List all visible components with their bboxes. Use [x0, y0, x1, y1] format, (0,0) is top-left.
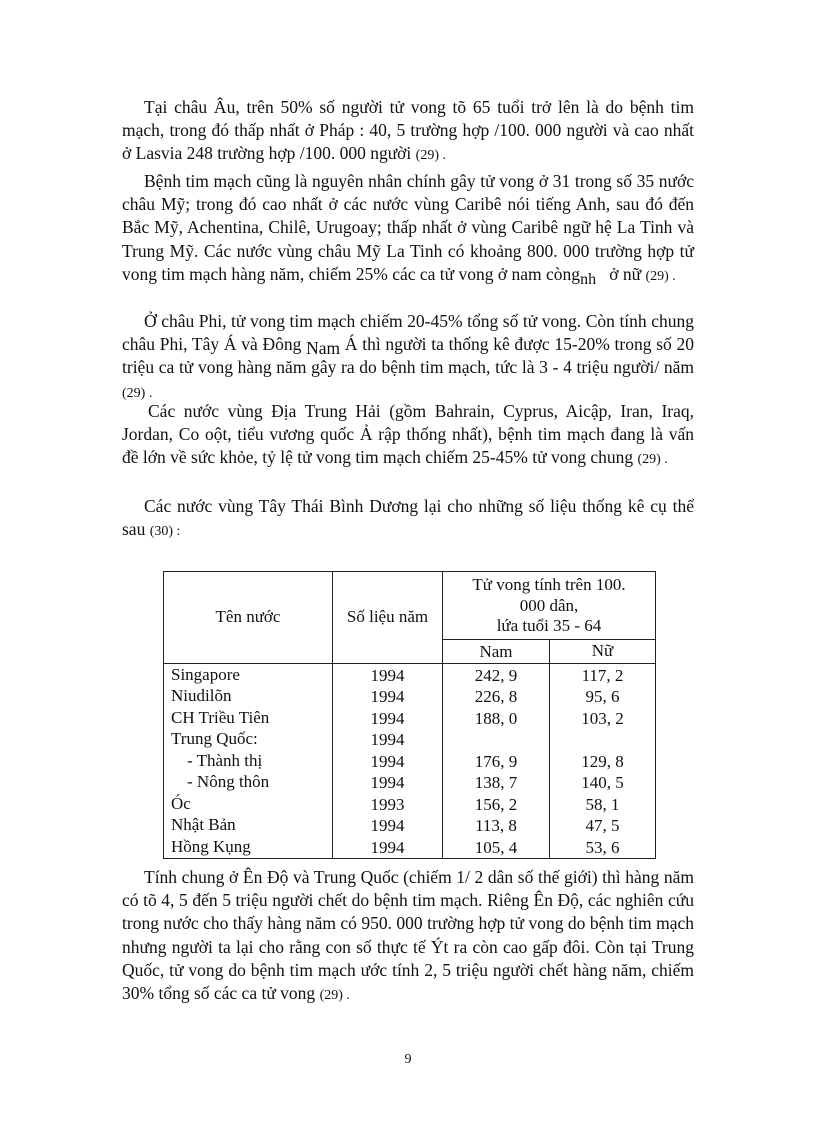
male-value: 226, 8	[474, 687, 518, 706]
male-value: 156, 2	[474, 794, 518, 814]
paragraph-text: Bệnh tim mạch cũng là nguyên nhân chính gây tử vong ở 31 trong số 35 nước châu Mỹ; trong đó cao nhất ở các nước vùng Caribê nói tiếng Anh, sau đó đến Bắc Mỹ, Achentina, Chilê, Urugoay; thấp nhất ở vùng Caribê ngữ hệ La Tinh và Trung Mỹ. Các nước vùng châu Mỹ La Tinh có khoảng 800. 000 trường hợp tử vong tim mạch hàng năm, chiếm 25% các ca tử vong ở nam còng	[122, 171, 694, 284]
paragraph-text: Tại châu Âu, trên 50% số người tử vong tõ 65 tuổi trở lên là do bệnh tim mạch, trong đó thấp nhất ở Pháp : 40, 5 trường hợp /100. 000 người và cao nhất ở Lasvia 248 trường hợp /100. 000 người	[122, 97, 694, 164]
female-value: 103, 2	[581, 708, 624, 728]
country-name: Singapore	[171, 664, 240, 684]
female-value: 95, 6	[585, 687, 620, 706]
country-name: Nhật Bản	[171, 815, 236, 834]
header-female: Nữ	[550, 640, 656, 664]
paragraph-text: Tính chung ở Ên Độ và Trung Quốc (chiếm 1/ 2 dân số thế giới) thì hàng năm có tõ 4, 5 đến 5 triệu người chết do bệnh tim mạch. Riêng Ên Độ, các nghiên cứu trong nước cho thấy hàng năm có 950. 000 trường hợp tử vong do bệnh tim mạch nhưng người ta lại cho rằng con số thực tế Ýt ra còn cao gấp đôi. Còn tại Trung Quốc, tử vong do bệnh tim mạch ước tính 2, 5 triệu người chết hàng năm, chiếm 30% tổng số các ca tử vong	[122, 867, 694, 1004]
male-value: 138, 7	[474, 773, 518, 792]
reference: (29) .	[122, 385, 153, 401]
header-year-label: Số liệu năm	[346, 607, 429, 627]
header-death-line: lứa tuổi 35 - 64	[496, 616, 602, 635]
country-name: - Thành thị	[187, 750, 263, 770]
female-value: 47, 5	[585, 816, 620, 835]
male-value: 242, 9	[474, 665, 518, 685]
table-body-row	[164, 663, 656, 859]
paragraph-americas	[122, 170, 694, 288]
reference: (29) .	[637, 452, 668, 468]
year-value: 1994	[370, 751, 405, 771]
paragraph-text: Các nước vùng Tây Thái Bình Dương lại cho những số liệu thống kê cụ thể sau	[122, 496, 694, 540]
year-value: 1994	[370, 687, 405, 706]
mortality-table	[163, 571, 656, 859]
reference: (30) :	[149, 524, 181, 540]
header-death-line: Tử vong tính trên 100.	[472, 575, 626, 594]
paragraph-text: Các nước vùng Địa Trung Hải (gồm Bahrain, Cyprus, Aicập, Iran, Iraq, Jordan, Co oột, tiểu vương quốc Ả rập thống nhất), bệnh tim mạch đang là vấn đề lớn về sức khỏe, tỷ lệ tử vong tim mạch chiếm 25-45% tử vong chung	[122, 401, 694, 468]
header-male: Nam	[443, 640, 550, 664]
year-value: 1994	[370, 730, 405, 749]
paragraph-europe	[122, 96, 694, 168]
male-column	[443, 663, 550, 859]
female-value: 140, 5	[581, 773, 624, 792]
male-value	[443, 729, 549, 751]
country-name: Óc	[171, 793, 191, 813]
female-value: 58, 1	[585, 794, 620, 814]
male-value: 105, 4	[474, 837, 518, 857]
page-number: 9	[404, 1052, 412, 1067]
year-value: 1994	[370, 708, 405, 728]
paragraph-text-end: ở nữ	[609, 263, 642, 284]
reference: (29) .	[319, 988, 350, 1004]
paragraph-text-end: Á thì người ta thống kê được 15-20% trong số 20 triệu ca tử vong hàng năm gây ra do bệnh tim mạch, tức là 3 - 4 triệu người/ năm	[122, 334, 695, 378]
reference: (29) .	[415, 148, 446, 164]
year-value: 1994	[370, 816, 405, 835]
year-value: 1994	[370, 665, 405, 685]
female-value: 117, 2	[581, 665, 624, 685]
paragraph-text: Ở châu Phi, tử vong tim mạch chiếm 20-45% tổng số tử vong. Còn tính chung châu Phi, Tây Á và Đông	[122, 311, 694, 355]
header-country-label: Tên nước	[215, 607, 281, 627]
male-value: 188, 0	[474, 708, 518, 728]
stray-fragment: nh	[580, 270, 597, 288]
country-name: Niudilõn	[171, 686, 232, 705]
female-value	[550, 729, 655, 751]
country-name: Trung Quốc:	[171, 729, 258, 748]
country-name: Hồng Kụng	[171, 836, 251, 856]
reference: (29) .	[645, 268, 676, 284]
paragraph-india-china	[122, 866, 694, 1007]
country-name: - Nông thôn	[187, 772, 270, 791]
year-value: 1994	[370, 837, 405, 857]
female-value: 129, 8	[581, 751, 624, 771]
paragraph-africa	[122, 310, 694, 405]
male-value: 176, 9	[474, 751, 518, 771]
female-column	[550, 663, 656, 859]
year-value: 1993	[370, 794, 405, 814]
year-column	[333, 663, 443, 859]
header-death-line: 000 dân,	[519, 595, 579, 615]
paragraph-western-pacific	[122, 495, 694, 543]
paragraph-mediterranean	[122, 400, 694, 472]
country-column	[164, 663, 333, 859]
header-country	[164, 572, 333, 664]
stray-fragment: Nam	[306, 338, 341, 359]
country-name: CH Triều Tiên	[171, 707, 270, 727]
female-value: 53, 6	[585, 837, 620, 857]
header-year	[333, 572, 443, 664]
table-header-row	[164, 572, 656, 640]
header-death-rate	[443, 572, 656, 640]
male-value: 113, 8	[475, 816, 517, 835]
year-value: 1994	[370, 773, 405, 792]
